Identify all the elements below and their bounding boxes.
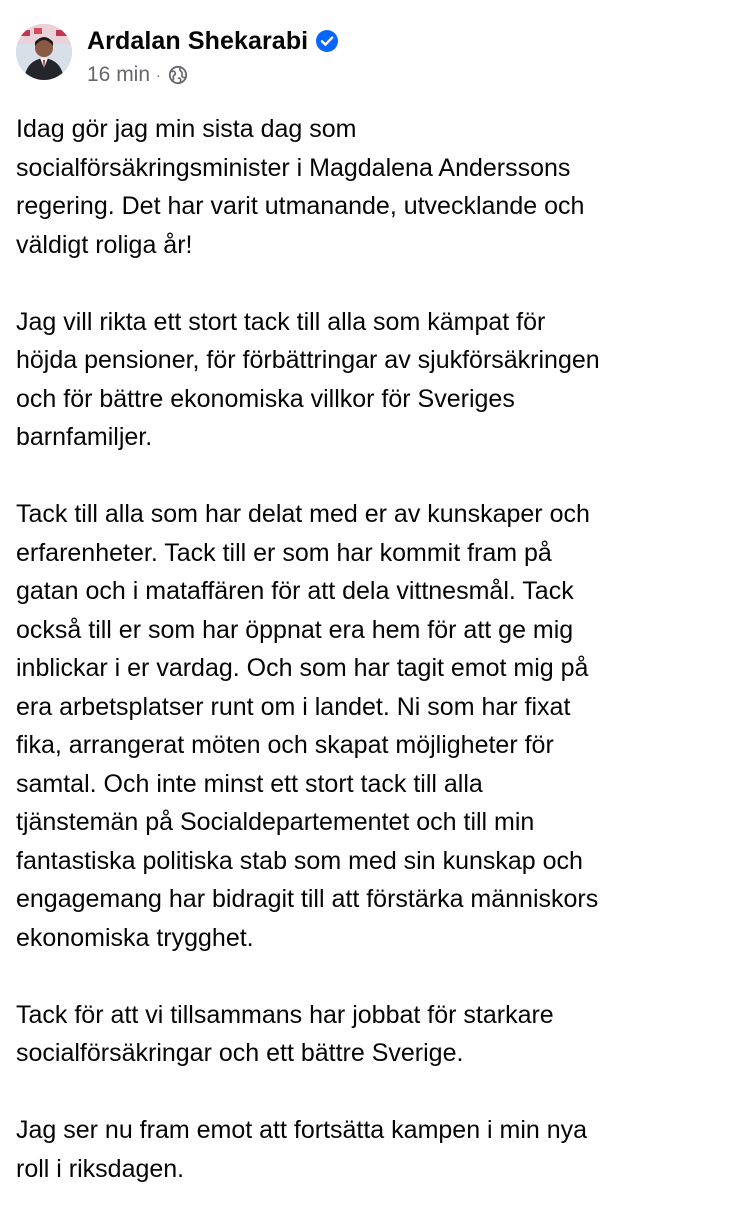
post-text-line: fantastiska politiska stab som med sin kunskap och — [16, 846, 583, 875]
avatar-photo — [16, 24, 72, 80]
post-paragraph — [16, 303, 728, 457]
post-text-line: Idag gör jag min sista dag som — [16, 115, 357, 143]
post-text-line: Tack till alla som har delat med er av kunskaper och — [16, 500, 590, 528]
post-text-line: tjänstemän på Socialdepartementet och till min — [16, 808, 535, 836]
post-text-line: väldigt roliga år! — [16, 230, 193, 259]
post-text-line: fika, arrangerat möten och skapat möjligheter för — [16, 731, 554, 759]
post-paragraph — [16, 1111, 728, 1188]
post-text-line: ekonomiska trygghet. — [16, 923, 254, 952]
post-body — [16, 110, 728, 1227]
post-meta — [87, 62, 188, 88]
post-text-line: engagemang har bidragit till att förstärka människors — [16, 885, 599, 913]
author-avatar[interactable] — [16, 24, 72, 80]
post-text-line: också till er som har öppnat era hem för att ge mig — [16, 615, 574, 644]
post-paragraph — [16, 495, 728, 957]
post-text-line: barnfamiljer. — [16, 423, 153, 451]
post-text-line: roll i riksdagen. — [16, 1154, 185, 1183]
post-text-line: och för bättre ekonomiska villkor för Sveriges — [16, 384, 515, 413]
author-row — [87, 26, 339, 56]
post-text-line: samtal. Och inte minst ett stort tack till alla — [16, 769, 483, 798]
verified-badge-icon — [315, 29, 339, 53]
post-text-line: höjda pensioner, för förbättringar av sjukförsäkringen — [16, 346, 600, 374]
post-text-line: socialförsäkringar och ett bättre Sverige. — [16, 1039, 464, 1067]
author-name[interactable]: Ardalan Shekarabi — [87, 26, 309, 55]
post-text-line: Jag ser nu fram emot att fortsätta kampen i min nya — [16, 1116, 588, 1144]
post-text-line: socialförsäkringsminister i Magdalena Anderssons — [16, 153, 571, 182]
post-text-line: inblickar i er vardag. Och som har tagit emot mig på — [16, 654, 589, 682]
post-text-line: regering. Det har varit utmanande, utvecklande och — [16, 192, 585, 220]
post-paragraph — [16, 110, 728, 264]
post-timestamp[interactable]: 16 min — [87, 63, 151, 86]
post-text-line: era arbetsplatser runt om i landet. Ni som har fixat — [16, 692, 571, 721]
post-text-line: erfarenheter. Tack till er som har kommit fram på — [16, 538, 552, 567]
post-text-line: Jag vill rikta ett stort tack till alla som kämpat för — [16, 307, 546, 336]
post-text-line: gatan och i mataffären för att dela vittnesmål. Tack — [16, 577, 574, 605]
post-paragraph — [16, 996, 728, 1073]
post-header — [16, 24, 716, 94]
post-text-line: Tack för att vi tillsammans har jobbat för starkare — [16, 1000, 554, 1029]
globe-icon[interactable] — [168, 65, 188, 85]
meta-separator: · — [156, 67, 161, 83]
